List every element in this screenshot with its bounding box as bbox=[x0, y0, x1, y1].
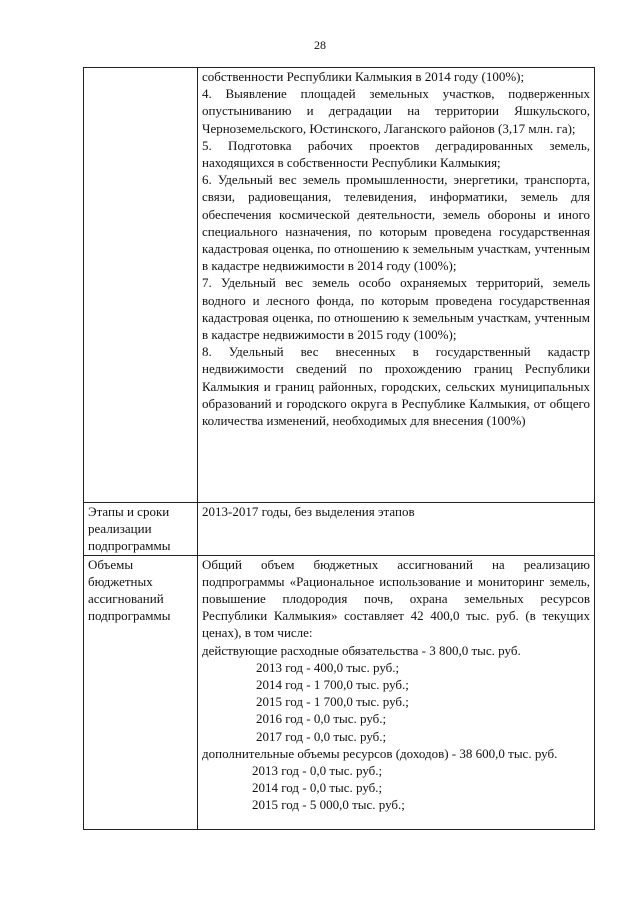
table-row bbox=[84, 503, 595, 556]
subprogram-passport-table bbox=[83, 67, 595, 830]
existing-year-line: 2013 год - 400,0 тыс. руб.; bbox=[256, 659, 400, 675]
indicator-item: 6. Удельный вес земель промышленности, энергетики, транспорта, связи, радиовещания, телевидения, информатики, земель для обеспечения космической деятельности, земель обороны и иного специального назначения, по которым проведена государственная кадастровая оценка, по отношению к земельным участкам, учтенным в кадастре недвижимости в 2014 году (100%); bbox=[202, 172, 590, 274]
volume-label: Объемы бюджетных ассигнований подпрограммы bbox=[84, 555, 198, 829]
table-row bbox=[84, 555, 595, 829]
existing-year-line: 2016 год - 0,0 тыс. руб.; bbox=[256, 711, 387, 727]
existing-obligations: действующие расходные обязательства - 3 800,0 тыс. руб. bbox=[202, 642, 521, 658]
additional-resources: дополнительные объемы ресурсов (доходов) - 38 600,0 тыс. руб. bbox=[202, 745, 558, 761]
existing-year-line: 2017 год - 0,0 тыс. руб.; bbox=[256, 728, 387, 744]
additional-year-line: 2014 год - 0,0 тыс. руб.; bbox=[252, 780, 383, 796]
existing-year-line: 2015 год - 1 700,0 тыс. руб.; bbox=[256, 694, 409, 710]
existing-year-line: 2014 год - 1 700,0 тыс. руб.; bbox=[256, 677, 409, 693]
stages-label: Этапы и сроки реализации подпрограммы bbox=[84, 503, 198, 556]
additional-year-line: 2013 год - 0,0 тыс. руб.; bbox=[252, 763, 383, 779]
indicator-item: собственности Республики Калмыкия в 2014 году (100%); bbox=[202, 69, 525, 84]
indicator-item: 4. Выявление площадей земельных участков, подверженных опустыниванию и деградации на территории Яшкульского, Черноземельского, Юстинского, Лаганского районов (3,17 млн. га); bbox=[202, 86, 590, 136]
indicator-item: 7. Удельный вес земель особо охраняемых территорий, земель водного и лесного фонда, по которым проведена государственная кадастровая оценка, по отношению к земельным участкам, учтенным в кадастре недвижимости в 2015 году (100%); bbox=[202, 275, 590, 343]
indicator-item: 5. Подготовка рабочих проектов деградированных земель, находящихся в собственности Республики Калмыкия; bbox=[202, 137, 590, 171]
additional-year-line: 2015 год - 5 000,0 тыс. руб.; bbox=[252, 797, 405, 813]
volume-intro: Общий объем бюджетных ассигнований на реализацию подпрограммы «Рациональное использование и мониторинг земель, повышение плодородия почв, охрана земельных ресурсов Республики Калмыкия» составляет 42 400,0 тыс. руб. (в текущих ценах), в том числе: bbox=[202, 556, 590, 641]
empty-label-cell bbox=[84, 68, 198, 503]
indicator-item: 8. Удельный вес внесенных в государственный кадастр недвижимости сведений по прохождению границ Республики Калмыкия и границ районных, городских, сельских муниципальных образований и городского округа в Республике Калмыкия, от общего количества изменений, необходимых для внесения (100%) bbox=[202, 344, 590, 429]
volume-cell bbox=[198, 555, 595, 829]
indicators-cell bbox=[198, 68, 595, 503]
page-number: 28 bbox=[314, 38, 326, 52]
table-row bbox=[84, 68, 595, 503]
stages-value: 2013-2017 годы, без выделения этапов bbox=[198, 503, 595, 556]
